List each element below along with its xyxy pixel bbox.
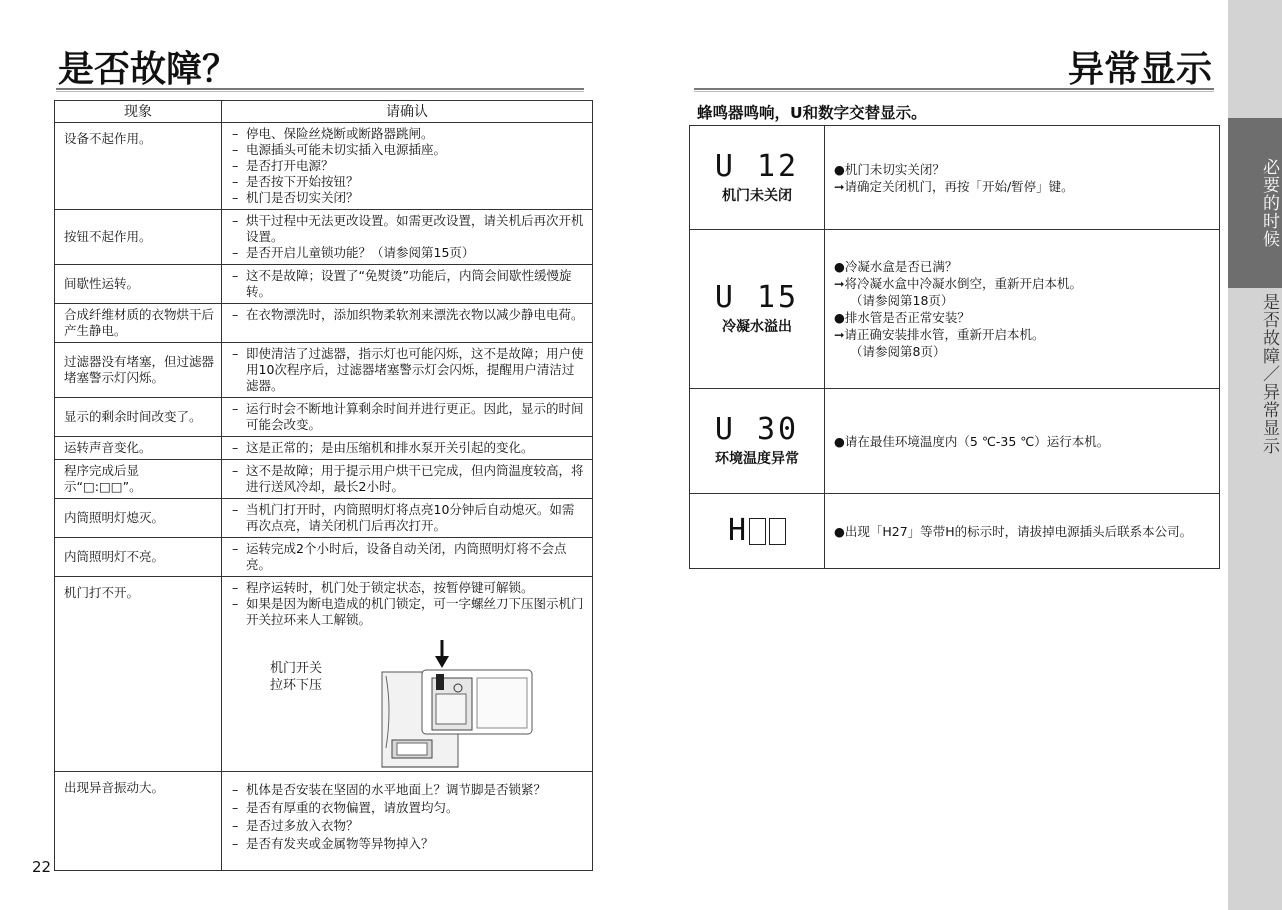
check-line: – 如果是因为断电造成的机门锁定，可一字螺丝刀下压图示机门开关拉环来人工解锁。 <box>232 596 586 628</box>
error-line: ➞请确定关闭机门，再按「开始/暂停」键。 <box>834 178 1074 194</box>
table-row <box>55 460 593 499</box>
check-line: – 是否打开电源？ <box>232 158 586 174</box>
check-line: – 是否有发夹或金属物等异物掉入？ <box>232 836 586 852</box>
error-desc-cell <box>825 389 1220 494</box>
check-line: – 即使清洁了过滤器，指示灯也可能闪烁，这不是故障；用户使用10次程序后，过滤器堵塞警示灯会闪烁，提醒用户清洁过滤器。 <box>232 346 586 394</box>
check-cell <box>222 577 593 772</box>
check-line: – 是否有厚重的衣物偏置，请放置均匀。 <box>232 800 586 816</box>
error-line: ➞请正确安装排水管，重新开启本机。 <box>834 327 1045 342</box>
check-line: – 烘干过程中无法更改设置。如需更改设置，请关机后再次开机设置。 <box>232 213 586 245</box>
check-cell <box>222 123 593 210</box>
symptom-cell: 显示的剩余时间改变了。 <box>55 398 222 437</box>
error-code-cell <box>690 494 825 569</box>
symptom-cell: 程序完成后显示“□:□□”。 <box>55 460 222 499</box>
check-line: – 当机门打开时，内筒照明灯将点亮10分钟后自动熄灭。如需再次点亮，请关闭机门后再次打开。 <box>232 502 586 534</box>
symptom-cell: 机门打不开。 <box>55 577 222 772</box>
check-line: – 这不是故障；设置了“免熨烫”功能后，内筒会间歇性缓慢旋转。 <box>232 268 586 300</box>
check-cell <box>222 772 593 871</box>
error-line: ●机门未切实关闭？ <box>834 161 945 177</box>
page-number-left: 22 <box>32 858 52 876</box>
error-line: （请参阅第18页） <box>850 293 954 308</box>
error-subtitle: 蜂鸣器鸣响，U和数字交替显示。 <box>697 104 927 122</box>
error-line: ●冷凝水盒是否已满？ <box>834 259 958 274</box>
arrow-head <box>435 656 449 668</box>
check-line: – 电源插头可能未切实插入电源插座。 <box>232 142 586 158</box>
check-cell <box>222 343 593 398</box>
check-line: – 机门是否切实关闭？ <box>232 190 586 206</box>
symptom-cell: 内筒照明灯不亮。 <box>55 538 222 577</box>
error-line: ●出现「H27」等带H的标示时，请拔掉电源插头后联系本公司。 <box>834 523 1193 539</box>
error-code: U 12 <box>714 148 800 184</box>
error-line: ➞将冷凝水盒中冷凝水倒空，重新开启本机。 <box>834 276 1082 291</box>
error-code-cell <box>690 126 825 230</box>
door-lock-illustration <box>232 630 572 768</box>
error-table <box>689 125 1220 569</box>
error-line: （请参阅第8页） <box>850 344 946 359</box>
check-line: – 机体是否安装在坚固的水平地面上？调节脚是否锁紧？ <box>232 782 586 798</box>
check-line: – 运转完成2个小时后，设备自动关闭，内筒照明灯将不会点亮。 <box>232 541 586 573</box>
error-desc-cell <box>825 230 1220 389</box>
error-row <box>690 126 1220 230</box>
table-row <box>55 538 593 577</box>
check-line: – 程序运转时，机门处于锁定状态，按暂停键可解锁。 <box>232 580 586 596</box>
table-row <box>55 398 593 437</box>
symptom-cell: 间歇性运转。 <box>55 265 222 304</box>
check-line: – 在衣物漂洗时，添加织物柔软剂来漂洗衣物以减少静电电荷。 <box>232 307 586 323</box>
table-row <box>55 772 593 871</box>
error-line: ●请在最佳环境温度内（5 ℃-35 ℃）运行本机。 <box>834 433 1110 449</box>
table-row <box>55 343 593 398</box>
symptom-table <box>54 100 593 871</box>
title-rule-left <box>56 88 584 92</box>
symptom-cell: 过滤器没有堵塞，但过滤器堵塞警示灯闪烁。 <box>55 343 222 398</box>
error-code-cell <box>690 230 825 389</box>
side-tab-active-label: 必要的时候 <box>1259 158 1279 248</box>
digit-box <box>749 518 766 545</box>
symptom-cell: 按钮不起作用。 <box>55 210 222 265</box>
symptom-cell: 内筒照明灯熄灭。 <box>55 499 222 538</box>
error-row <box>690 230 1220 389</box>
error-row <box>690 389 1220 494</box>
check-cell <box>222 437 593 460</box>
door-glass <box>477 678 527 728</box>
check-cell <box>222 265 593 304</box>
error-name: 环境温度异常 <box>715 451 799 467</box>
table-row <box>55 210 593 265</box>
check-line: – 运行时会不断地计算剩余时间并进行更正。因此，显示的时间可能会改变。 <box>232 401 586 433</box>
check-line: – 是否过多放入衣物？ <box>232 818 586 834</box>
door-switch-ring <box>436 674 444 690</box>
header-symptom: 现象 <box>55 101 222 123</box>
header-check: 请确认 <box>222 101 593 123</box>
side-tab-section-label: 是否故障／异常显示 <box>1259 293 1279 455</box>
door-lock-figure <box>232 630 586 768</box>
error-line: ●排水管是否正常安装？ <box>834 310 970 325</box>
filter-window <box>397 743 427 755</box>
title-rule-right <box>694 88 1214 92</box>
check-cell <box>222 499 593 538</box>
symptom-cell: 出现异音振动大。 <box>55 772 222 871</box>
table-row <box>55 304 593 343</box>
symptom-cell: 设备不起作用。 <box>55 123 222 210</box>
figure-label-line: 机门开关 <box>270 661 323 676</box>
check-cell <box>222 398 593 437</box>
error-code-h <box>728 515 786 547</box>
error-code: U 15 <box>714 280 800 315</box>
figure-label <box>270 660 322 694</box>
table-row <box>55 123 593 210</box>
check-cell <box>222 538 593 577</box>
page-title-left: 是否故障？ <box>58 49 239 90</box>
check-line: – 是否开启儿童锁功能？（请参阅第15页） <box>232 245 586 261</box>
check-cell <box>222 460 593 499</box>
check-line: – 停电、保险丝烧断或断路器跳闸。 <box>232 126 586 142</box>
latch-plate <box>436 694 466 724</box>
error-code-cell <box>690 389 825 494</box>
error-desc-cell <box>825 126 1220 230</box>
table-header-row <box>55 101 593 123</box>
table-row <box>55 577 593 772</box>
check-cell <box>222 210 593 265</box>
table-row <box>55 437 593 460</box>
check-line: – 是否按下开始按钮？ <box>232 174 586 190</box>
error-name: 冷凝水溢出 <box>722 319 792 335</box>
digit-box <box>769 518 786 545</box>
error-code: H <box>727 513 747 548</box>
error-code: U 30 <box>714 412 800 447</box>
check-line: – 这是正常的；是由压缩机和排水泵开关引起的变化。 <box>232 440 586 456</box>
check-cell <box>222 304 593 343</box>
error-row <box>690 494 1220 569</box>
side-tab <box>1228 0 1282 910</box>
symptom-cell: 运转声音变化。 <box>55 437 222 460</box>
error-desc-cell <box>825 494 1220 569</box>
check-line: – 这不是故障；用于提示用户烘干已完成，但内筒温度较高，将进行送风冷却，最长2小时。 <box>232 463 586 495</box>
table-row <box>55 265 593 304</box>
figure-label-line: 拉环下压 <box>270 678 323 693</box>
table-row <box>55 499 593 538</box>
page-title-right: 异常显示 <box>1067 49 1212 90</box>
error-name: 机门未关闭 <box>722 187 792 204</box>
symptom-cell: 合成纤维材质的衣物烘干后产生静电。 <box>55 304 222 343</box>
